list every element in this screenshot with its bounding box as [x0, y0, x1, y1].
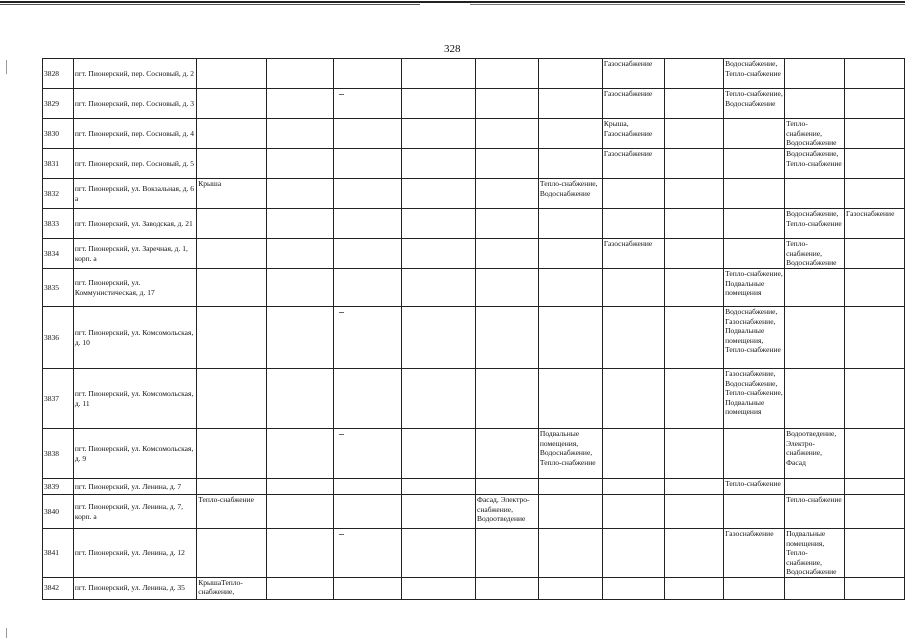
work-type-cell — [197, 529, 267, 578]
register-table — [42, 58, 905, 600]
work-type-cell: Газоснабжение — [602, 149, 664, 179]
work-type-cell — [476, 239, 539, 269]
work-type-cell — [845, 89, 905, 119]
work-type-cell — [724, 149, 785, 179]
address-cell: пгт. Пионерский, ул. Комсомольская, д. 9 — [73, 429, 196, 479]
work-type-cell — [602, 307, 664, 369]
work-type-cell — [664, 577, 723, 599]
work-type-cell — [401, 269, 475, 307]
row-number: 3836 — [43, 307, 74, 369]
work-type-cell — [476, 89, 539, 119]
work-type-cell — [538, 269, 602, 307]
scan-top-border — [0, 0, 905, 6]
work-type-cell — [267, 577, 334, 599]
work-type-cell — [476, 179, 539, 209]
work-type-cell — [602, 429, 664, 479]
work-type-cell — [664, 269, 723, 307]
address-cell: пгт. Пионерский, ул. Ленина, д. 35 — [73, 577, 196, 599]
work-type-cell — [476, 369, 539, 429]
work-type-cell — [401, 59, 475, 89]
work-type-cell — [602, 479, 664, 495]
work-type-cell — [785, 89, 845, 119]
work-type-cell — [538, 239, 602, 269]
table-row — [43, 369, 905, 429]
work-type-cell — [845, 429, 905, 479]
work-type-cell — [664, 307, 723, 369]
work-type-cell — [197, 307, 267, 369]
work-type-cell — [845, 179, 905, 209]
work-type-cell: Подвальные помещения, Водоснабжение, Тепло-снабжение — [538, 429, 602, 479]
row-number: 3837 — [43, 369, 74, 429]
work-type-cell — [267, 429, 334, 479]
table-row — [43, 209, 905, 239]
work-type-cell — [664, 89, 723, 119]
work-type-cell — [664, 179, 723, 209]
address-cell: пгт. Пионерский, ул. Комсомольская, д. 11 — [73, 369, 196, 429]
work-type-cell — [401, 89, 475, 119]
address-cell: пгт. Пионерский, ул. Ленина, д. 12 — [73, 529, 196, 578]
work-type-cell: Газоснабжение — [724, 529, 785, 578]
work-type-cell — [538, 577, 602, 599]
work-type-cell — [401, 149, 475, 179]
row-number: 3838 — [43, 429, 74, 479]
work-type-cell: Тепло-снабжение, Водоснабжение — [785, 239, 845, 269]
row-number: 3829 — [43, 89, 74, 119]
work-type-cell — [664, 479, 723, 495]
work-type-cell — [267, 149, 334, 179]
table-row — [43, 179, 905, 209]
work-type-cell — [334, 179, 401, 209]
work-type-cell — [334, 149, 401, 179]
work-type-cell: Крыша, Газоснабжение — [602, 119, 664, 149]
work-type-cell — [664, 149, 723, 179]
work-type-cell: Фасад, Электро-снабжение, Водоотведение — [476, 495, 539, 529]
work-type-cell — [401, 495, 475, 529]
work-type-cell — [401, 307, 475, 369]
work-type-cell — [538, 495, 602, 529]
work-type-cell — [267, 239, 334, 269]
table-row — [43, 479, 905, 495]
work-type-cell — [197, 269, 267, 307]
work-type-cell: Тепло-снабжение — [785, 495, 845, 529]
work-type-cell — [664, 529, 723, 578]
row-number: 3828 — [43, 59, 74, 89]
table-row — [43, 59, 905, 89]
work-type-cell — [267, 495, 334, 529]
work-type-cell — [785, 269, 845, 307]
work-type-cell — [197, 429, 267, 479]
work-type-cell — [401, 479, 475, 495]
table-row — [43, 119, 905, 149]
row-number: 3839 — [43, 479, 74, 495]
work-type-cell — [476, 429, 539, 479]
work-type-cell: Газоснабжение — [602, 59, 664, 89]
table-row — [43, 577, 905, 599]
work-type-cell — [334, 577, 401, 599]
work-type-cell — [334, 479, 401, 495]
work-type-cell: Водоснабжение, Тепло-снабжение — [785, 209, 845, 239]
work-type-cell — [724, 209, 785, 239]
scan-tick-mark — [339, 434, 344, 435]
work-type-cell — [724, 495, 785, 529]
row-number: 3842 — [43, 577, 74, 599]
row-number: 3834 — [43, 239, 74, 269]
work-type-cell — [785, 307, 845, 369]
work-type-cell: Крыша — [197, 179, 267, 209]
work-type-cell: Водоснабжение, Тепло-снабжение — [724, 59, 785, 89]
work-type-cell — [664, 119, 723, 149]
work-type-cell — [476, 59, 539, 89]
scan-line — [0, 1, 905, 3]
work-type-cell — [538, 149, 602, 179]
work-type-cell — [664, 209, 723, 239]
row-number: 3830 — [43, 119, 74, 149]
work-type-cell — [538, 119, 602, 149]
work-type-cell — [197, 119, 267, 149]
work-type-cell — [602, 577, 664, 599]
work-type-cell — [401, 529, 475, 578]
work-type-cell: Тепло-снабжение, Водоснабжение — [538, 179, 602, 209]
work-type-cell — [845, 479, 905, 495]
table-row — [43, 529, 905, 578]
work-type-cell — [602, 269, 664, 307]
address-cell: пгт. Пионерский, ул. Заводская, д. 21 — [73, 209, 196, 239]
address-cell: пгт. Пионерский, пер. Сосновый, д. 3 — [73, 89, 196, 119]
work-type-cell — [267, 59, 334, 89]
work-type-cell: Водоснабжение, Газоснабжение, Подвальные помещения, Тепло-снабжение — [724, 307, 785, 369]
work-type-cell — [267, 529, 334, 578]
table-row — [43, 239, 905, 269]
work-type-cell: КрышаТепло-снабжение, — [197, 577, 267, 599]
work-type-cell — [197, 239, 267, 269]
work-type-cell — [785, 59, 845, 89]
table-row — [43, 89, 905, 119]
work-type-cell — [664, 369, 723, 429]
address-cell: пгт. Пионерский, пер. Сосновый, д. 2 — [73, 59, 196, 89]
work-type-cell — [197, 59, 267, 89]
work-type-cell — [476, 577, 539, 599]
work-type-cell — [267, 119, 334, 149]
work-type-cell: Тепло-снабжение — [197, 495, 267, 529]
work-type-cell — [845, 577, 905, 599]
scan-mark — [6, 60, 7, 74]
table-row — [43, 429, 905, 479]
work-type-cell: Тепло-снабжение, Подвальные помещения — [724, 269, 785, 307]
page-number: 328 — [444, 43, 461, 55]
work-type-cell — [401, 429, 475, 479]
work-type-cell — [334, 209, 401, 239]
address-cell: пгт. Пионерский, ул. Коммунистическая, д. 17 — [73, 269, 196, 307]
scan-tick-mark — [339, 534, 344, 535]
work-type-cell — [785, 577, 845, 599]
scan-tick-mark — [339, 312, 344, 313]
work-type-cell — [334, 307, 401, 369]
work-type-cell: Водоснабжение, Тепло-снабжение — [785, 149, 845, 179]
work-type-cell — [476, 119, 539, 149]
work-type-cell — [334, 429, 401, 479]
table-row — [43, 269, 905, 307]
work-type-cell — [476, 149, 539, 179]
work-type-cell — [267, 307, 334, 369]
work-type-cell: Газоснабжение — [845, 209, 905, 239]
work-type-cell — [602, 369, 664, 429]
scan-tick-mark — [339, 94, 344, 95]
work-type-cell — [845, 119, 905, 149]
address-cell: пгт. Пионерский, пер. Сосновый, д. 4 — [73, 119, 196, 149]
work-type-cell — [476, 307, 539, 369]
address-cell: пгт. Пионерский, ул. Вокзальная, д. 6 а — [73, 179, 196, 209]
work-type-cell — [197, 89, 267, 119]
work-type-cell — [334, 495, 401, 529]
work-type-cell — [267, 479, 334, 495]
address-cell: пгт. Пионерский, ул. Ленина, д. 7 — [73, 479, 196, 495]
work-type-cell — [267, 179, 334, 209]
work-type-cell — [724, 179, 785, 209]
work-type-cell — [845, 269, 905, 307]
work-type-cell — [197, 479, 267, 495]
work-type-cell — [664, 59, 723, 89]
scan-mark — [6, 628, 7, 638]
work-type-cell — [401, 239, 475, 269]
work-type-cell: Водоотведение, Электро-снабжение, Фасад — [785, 429, 845, 479]
work-type-cell — [538, 479, 602, 495]
work-type-cell — [401, 119, 475, 149]
work-type-cell — [334, 529, 401, 578]
table-row — [43, 495, 905, 529]
work-type-cell — [845, 59, 905, 89]
work-type-cell — [267, 269, 334, 307]
work-type-cell — [664, 495, 723, 529]
work-type-cell — [724, 119, 785, 149]
row-number: 3835 — [43, 269, 74, 307]
work-type-cell — [334, 269, 401, 307]
table-row — [43, 307, 905, 369]
work-type-cell — [664, 429, 723, 479]
work-type-cell — [538, 59, 602, 89]
work-type-cell — [334, 369, 401, 429]
work-type-cell — [401, 179, 475, 209]
scan-line — [0, 4, 420, 5]
table-row — [43, 149, 905, 179]
work-type-cell — [538, 209, 602, 239]
work-type-cell: Подвальные помещения, Тепло-снабжение, Водоснабжение — [785, 529, 845, 578]
work-type-cell — [602, 529, 664, 578]
work-type-cell — [267, 209, 334, 239]
work-type-cell — [476, 209, 539, 239]
work-type-cell — [197, 149, 267, 179]
work-type-cell — [602, 495, 664, 529]
work-type-cell — [334, 59, 401, 89]
work-type-cell — [845, 307, 905, 369]
work-type-cell — [538, 529, 602, 578]
work-type-cell — [664, 239, 723, 269]
work-type-cell — [334, 239, 401, 269]
work-type-cell — [334, 89, 401, 119]
work-type-cell — [538, 307, 602, 369]
row-number: 3831 — [43, 149, 74, 179]
work-type-cell — [785, 479, 845, 495]
work-type-cell — [845, 529, 905, 578]
address-cell: пгт. Пионерский, ул. Ленина, д. 7, корп. а — [73, 495, 196, 529]
address-cell: пгт. Пионерский, ул. Комсомольская, д. 10 — [73, 307, 196, 369]
work-type-cell — [538, 89, 602, 119]
work-type-cell — [538, 369, 602, 429]
work-type-cell — [724, 577, 785, 599]
row-number: 3832 — [43, 179, 74, 209]
work-type-cell — [334, 119, 401, 149]
work-type-cell: Газоснабжение — [602, 89, 664, 119]
work-type-cell — [845, 149, 905, 179]
work-type-cell: Газоснабжение, Водоснабжение, Тепло-снабжение, Подвальные помещения — [724, 369, 785, 429]
scan-line — [470, 4, 905, 5]
work-type-cell — [476, 269, 539, 307]
work-type-cell — [845, 495, 905, 529]
work-type-cell — [476, 529, 539, 578]
work-type-cell — [401, 209, 475, 239]
work-type-cell — [602, 209, 664, 239]
work-type-cell — [401, 369, 475, 429]
work-type-cell — [724, 239, 785, 269]
work-type-cell: Газоснабжение — [602, 239, 664, 269]
work-type-cell — [476, 479, 539, 495]
work-type-cell — [724, 429, 785, 479]
work-type-cell — [785, 369, 845, 429]
work-type-cell — [602, 179, 664, 209]
work-type-cell — [845, 369, 905, 429]
work-type-cell — [197, 369, 267, 429]
work-type-cell: Тепло-снабжение — [724, 479, 785, 495]
address-cell: пгт. Пионерский, ул. Заречная, д. 1, корп. а — [73, 239, 196, 269]
work-type-cell — [845, 239, 905, 269]
work-type-cell — [197, 209, 267, 239]
row-number: 3840 — [43, 495, 74, 529]
work-type-cell — [267, 369, 334, 429]
work-type-cell: Тепло-снабжение, Водоснабжение — [724, 89, 785, 119]
work-type-cell — [401, 577, 475, 599]
work-type-cell — [785, 179, 845, 209]
address-cell: пгт. Пионерский, пер. Сосновый, д. 5 — [73, 149, 196, 179]
row-number: 3833 — [43, 209, 74, 239]
work-type-cell: Тепло-снабжение, Водоснабжение — [785, 119, 845, 149]
work-type-cell — [267, 89, 334, 119]
row-number: 3841 — [43, 529, 74, 578]
